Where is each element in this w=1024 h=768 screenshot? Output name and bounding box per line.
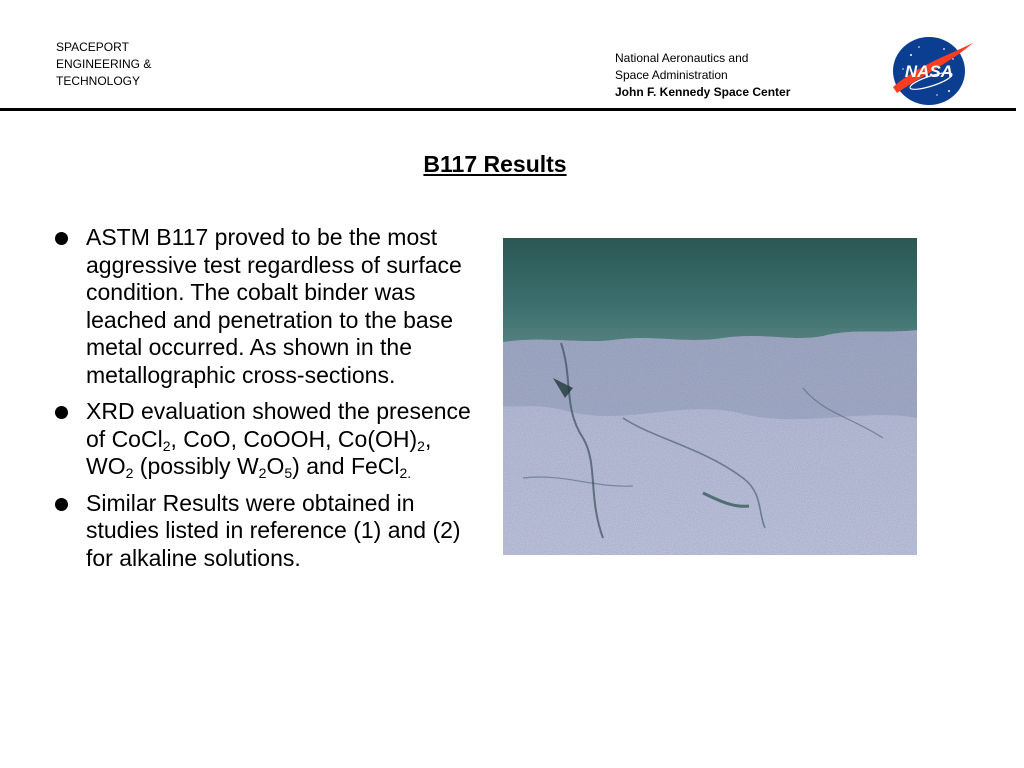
slide-title: B117 Results [423,151,567,177]
header-agency-line-1: National Aeronautics and [615,51,749,65]
header-org-line-2: ENGINEERING & [56,57,152,71]
header-org-label [56,39,151,90]
header-org-line-3: TECHNOLOGY [56,74,141,88]
header-org-line-1: SPACEPORT [56,40,129,54]
header-agency-label [615,50,790,101]
nasa-logo-icon [889,35,975,107]
header-agency-line-2: Space Administration [615,68,728,82]
bullet-dot-icon [55,406,68,419]
mount-resin-region [503,238,917,342]
bullet-item-1 [55,224,485,389]
header-divider [0,108,1016,111]
header-center-name: John F. Kennedy Space Center [615,85,791,99]
bullet-text-1: ASTM B117 proved to be the most aggressive test regardless of surface condition. The cobalt binder was leached and penetration to the base metal occurred. As shown in the metallographic cross-sections. [86,224,462,388]
bullet-list [55,224,485,581]
bullet-dot-icon [55,498,68,511]
bullet-dot-icon [55,232,68,245]
nasa-logo-text: NASA [904,62,954,81]
bullet-text-3: Similar Results were obtained in studies listed in reference (1) and (2) for alkaline solutions. [86,489,461,571]
metallographic-cross-section-image [503,238,917,555]
bullet-item-2 [55,398,485,481]
bullet-text-2: XRD evaluation showed the presence of CoCl$_2$, CoO, CoOOH, $Co(OH)_2$, $WO_2$ (possibly $W_2O_5$) and FeCl$_{2.}$ [86,398,471,481]
bullet-item-3 [55,490,485,573]
